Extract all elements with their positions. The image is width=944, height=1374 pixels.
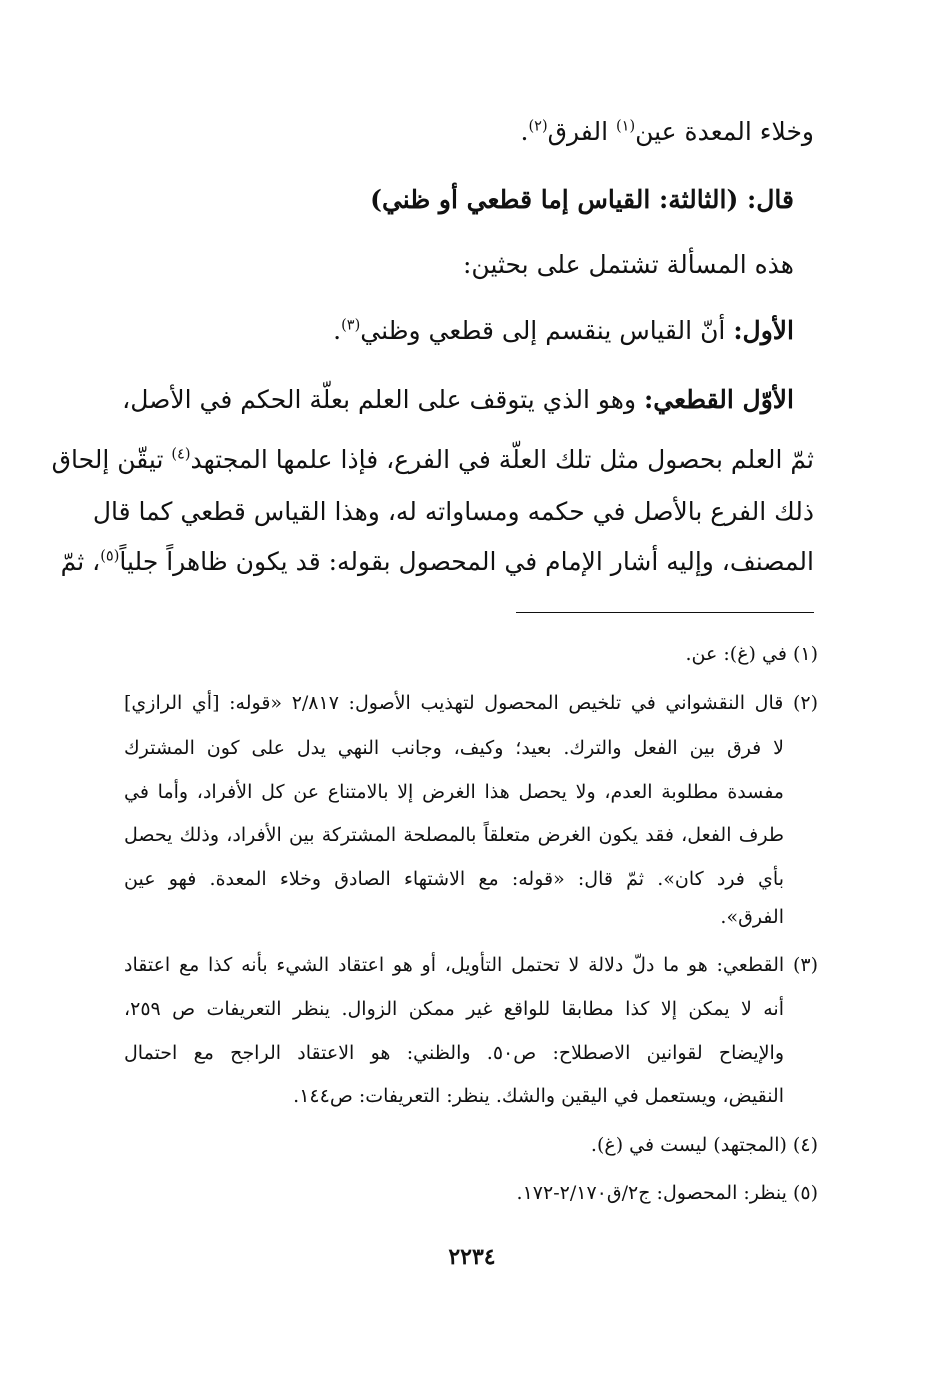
footnote-3-line-3: والإيضاح لقوانين الاصطلاح: ص٥٠. والظني: هو الاعتقاد الراجح مع احتمال: [124, 1042, 784, 1064]
body-line-1: وخلاء المعدة عين$^{(١)}$ الفرق$^{(٢)}$.: [520, 117, 814, 146]
footnote-2-line-6: الفرق».: [720, 906, 784, 928]
footnote-ref-2[interactable]: (٢): [528, 118, 548, 135]
body-line-7: ذلك الفرع بالأصل في حكمه ومساواته له، وهذا القياس قطعي كما قال: [92, 497, 814, 526]
footnote-1: (١) في (غ): عن.: [685, 643, 818, 665]
footnote-ref-5[interactable]: (٥): [100, 548, 120, 565]
footnote-2-line-2: لا فرق بين الفعل والترك. بعيد؛ وكيف، وجانب النهي يدل على كون المشترك: [124, 737, 784, 759]
page-number: ٢٢٣٤: [448, 1244, 496, 1270]
footnote-2-line-3: مفسدة مطلوبة العدم، ولا يحصل هذا الغرض إلا بالامتناع عن كل الأفراد، وأما في: [124, 781, 784, 803]
footnote-4: (٤) (المجتهد) ليست في (غ).: [590, 1134, 818, 1156]
footnote-ref-4[interactable]: (٤): [171, 446, 191, 463]
body-line-8: المصنف، وإليه أشار الإمام في المحصول بقوله: قد يكون ظاهراً جلياً$^{(٥)}$، ثمّ: [60, 547, 814, 576]
body-line-5: الأوّل القطعي: وهو الذي يتوقف على العلم بعلّة الحكم في الأصل،: [122, 385, 794, 414]
footnote-5: (٥) ينظر: المحصول: ج٢/ق٢/١٧٠-١٧٢.: [516, 1182, 818, 1204]
footnote-3-line-2: أنه لا يمكن إلا كذا مطابقا للواقع غير ممكن الزوال. ينظر التعريفات ص ٢٥٩،: [124, 998, 784, 1020]
footnote-2-line-4: طرف الفعل، فقد يكون الغرض متعلقاً بالمصلحة المشتركة بين الأفراد، وذلك يحصل: [124, 824, 785, 846]
body-line-2: قال: (الثالثة: القياس إما قطعي أو ظني): [370, 185, 794, 214]
footnote-separator: [516, 612, 814, 613]
footnote-2-line-1: (٢) قال النقشواني في تلخيص المحصول لتهذيب الأصول: ٢/٨١٧ «قوله: [أي الرازي]: [124, 692, 819, 714]
footnote-3-line-4: النقيض، ويستعمل في اليقين والشك. ينظر: التعريفات: ص١٤٤.: [293, 1085, 784, 1107]
footnote-3-line-1: (٣) القطعي: هو ما دلّ دلالة لا تحتمل التأويل، أو هو اعتقاد الشيء بأنه كذا مع اعتقاد: [124, 954, 818, 976]
body-line-4: الأول: أنّ القياس ينقسم إلى قطعي وظني$^{(٣)}$.: [333, 316, 794, 345]
footnote-2-line-5: بأي فرد كان». ثمّ قال: «قوله: مع الاشتهاء الصادق وخلاء المعدة. فهو عين: [124, 868, 784, 890]
body-line-6: ثمّ العلم بحصول مثل تلك العلّة في الفرع، فإذا علمها المجتهد$^{(٤)}$ تيقّن إلحاق: [51, 445, 814, 474]
footnote-ref-1[interactable]: (١): [615, 118, 636, 135]
footnote-ref-3[interactable]: (٣): [341, 317, 361, 334]
body-line-3: هذه المسألة تشتمل على بحثين:: [462, 250, 794, 279]
